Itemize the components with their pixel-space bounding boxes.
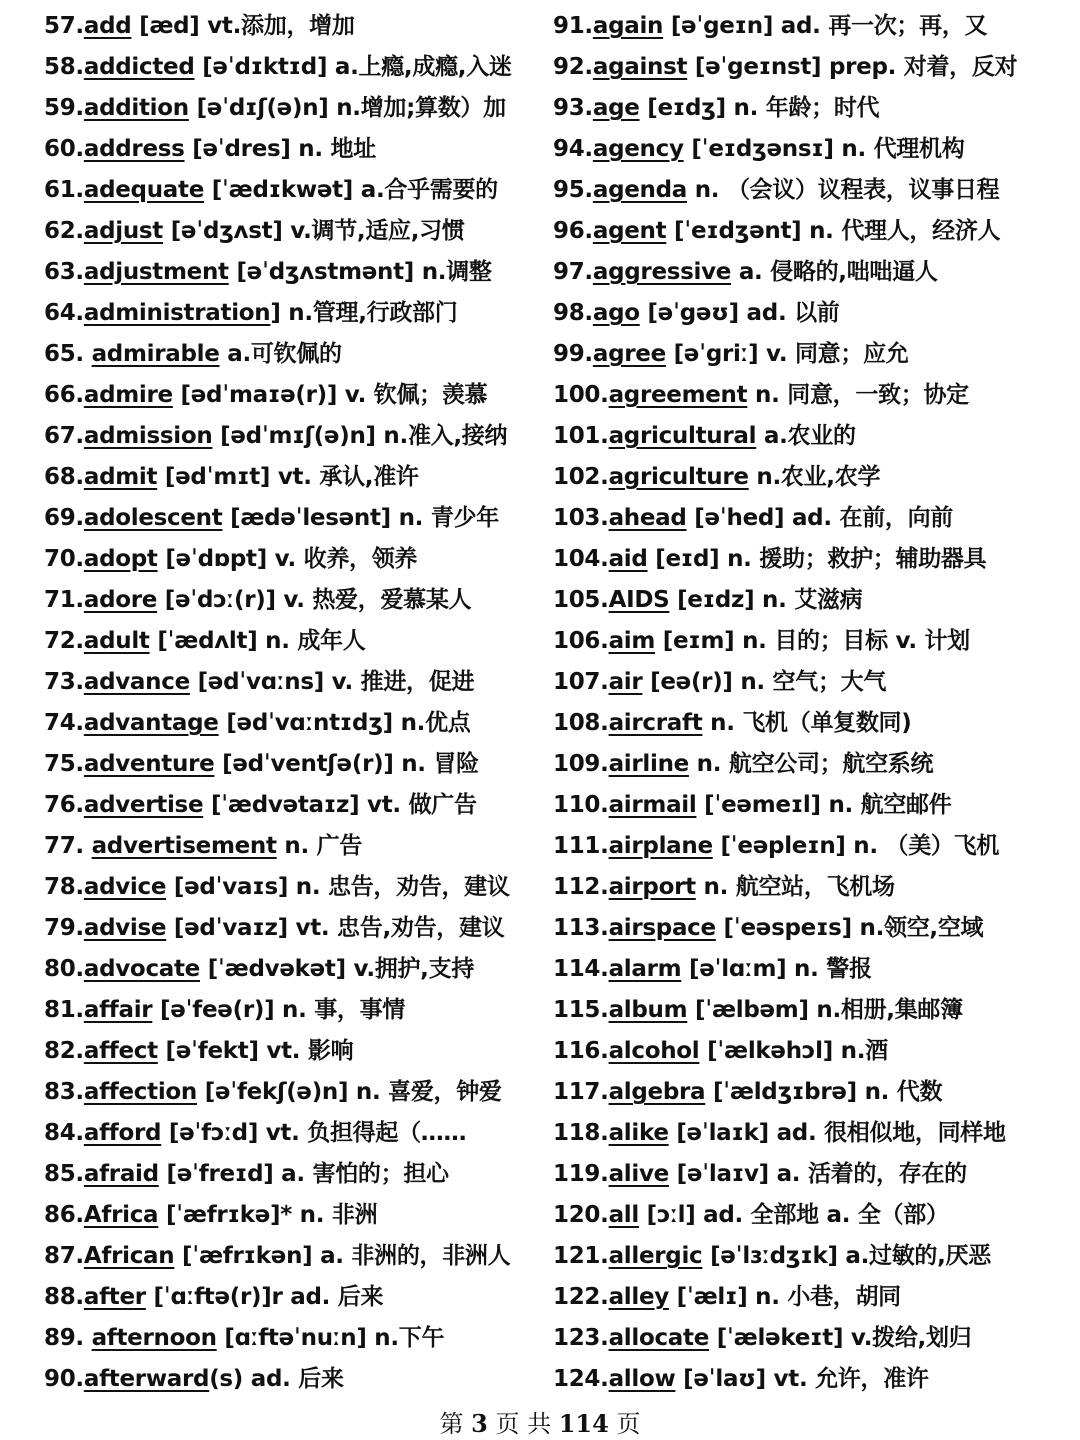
entry-number: 100. (553, 382, 609, 408)
vocab-entry (44, 908, 554, 949)
vocab-entry (553, 1072, 1068, 1113)
entry-definition: [əˈdɪktɪd] a.上瘾,成瘾,入迷 (194, 54, 512, 80)
entry-number: 112. (553, 874, 609, 900)
entry-word: admire (83, 382, 173, 408)
entry-number: 86. (44, 1202, 84, 1228)
entry-word: AIDS (608, 587, 670, 613)
entry-definition: n.农业,农学 (748, 464, 881, 490)
entry-word: admission (83, 423, 213, 449)
page-footer (0, 1404, 1080, 1439)
entry-number: 114. (553, 956, 609, 982)
vocab-entry (44, 1195, 554, 1236)
entry-number: 124. (553, 1366, 609, 1392)
entry-definition: n. （会议）议程表，议事日程 (687, 177, 1000, 203)
entry-word: agriculture (608, 464, 749, 490)
vocab-entry (553, 580, 1068, 621)
vocab-entry (44, 498, 554, 539)
entry-number: 109. (553, 751, 609, 777)
vocab-entry (553, 1236, 1068, 1277)
entry-definition: [ədˈvɑːns] v. 推进，促进 (189, 669, 475, 695)
entry-number: 95. (553, 177, 593, 203)
entry-number: 88. (44, 1284, 84, 1310)
entry-number: 90. (44, 1366, 84, 1392)
vocab-entry (44, 252, 554, 293)
entry-number: 115. (553, 997, 609, 1023)
entry-word: afterward (83, 1366, 210, 1392)
vocab-entry (44, 1359, 554, 1400)
entry-word: agree (592, 341, 666, 367)
entry-number: 119. (553, 1161, 609, 1187)
entry-word: addicted (83, 54, 195, 80)
entry-definition: [ˈælkəhɔl] n.酒 (699, 1038, 888, 1064)
entry-word: afford (83, 1120, 162, 1146)
entry-definition: n. 广告 (276, 833, 363, 859)
entry-word: allow (608, 1366, 676, 1392)
vocab-entry (553, 1195, 1068, 1236)
vocab-entry (44, 703, 554, 744)
vocab-entry (553, 703, 1068, 744)
entry-number: 123. (553, 1325, 609, 1351)
entry-definition: [əˈlɜːdʒɪk] a.过敏的,厌恶 (702, 1243, 991, 1269)
entry-number: 89. (44, 1325, 92, 1351)
entry-word: allergic (608, 1243, 703, 1269)
vocab-entry (553, 498, 1068, 539)
entry-definition: [ˈæləkeɪt] v.拨给,划归 (709, 1325, 972, 1351)
entry-number: 73. (44, 669, 84, 695)
entry-word: administration (83, 300, 271, 326)
entry-word: alcohol (608, 1038, 700, 1064)
vocab-entry (44, 334, 554, 375)
vocab-entry (44, 293, 554, 334)
entry-definition: [ˈæfrɪkə]* n. 非洲 (158, 1202, 378, 1228)
entry-word: airport (608, 874, 696, 900)
vocab-entry (44, 6, 554, 47)
entry-number: 63. (44, 259, 84, 285)
entry-definition: [ˈældʒɪbrə] n. 代数 (705, 1079, 943, 1105)
entry-word: advance (83, 669, 190, 695)
vocab-entry (553, 334, 1068, 375)
entry-number: 105. (553, 587, 609, 613)
entry-number: 58. (44, 54, 84, 80)
entry-word: alarm (608, 956, 682, 982)
entry-definition: [ədˈmɪʃ(ə)n] n.准入,接纳 (212, 423, 508, 449)
entry-number: 98. (553, 300, 593, 326)
entry-definition: [əˈlaʊ] vt. 允许，准许 (675, 1366, 929, 1392)
entry-definition: [əˈlɑːm] n. 警报 (681, 956, 872, 982)
vocab-entry (553, 1359, 1068, 1400)
entry-word: adequate (83, 177, 204, 203)
entry-word: adopt (83, 546, 158, 572)
vocab-entry (553, 867, 1068, 908)
entry-number: 81. (44, 997, 84, 1023)
entry-number: 110. (553, 792, 609, 818)
vocab-entry (44, 457, 554, 498)
entry-word: adventure (83, 751, 215, 777)
entry-word: adult (83, 628, 150, 654)
entry-number: 72. (44, 628, 84, 654)
vocab-entry (553, 662, 1068, 703)
entry-number: 82. (44, 1038, 84, 1064)
vocab-entry (44, 1154, 554, 1195)
vocab-entry (44, 744, 554, 785)
entry-number: 64. (44, 300, 84, 326)
vocab-entry (553, 6, 1068, 47)
vocab-entry (44, 1236, 554, 1277)
entry-definition: [ədˈmaɪə(r)] v. 钦佩；羡慕 (172, 382, 488, 408)
entry-definition: [eə(r)] n. 空气；大气 (642, 669, 887, 695)
entry-word: age (592, 95, 640, 121)
entry-number: 87. (44, 1243, 84, 1269)
entry-number: 117. (553, 1079, 609, 1105)
entry-word: again (592, 13, 664, 39)
entry-word: against (592, 54, 688, 80)
entry-word: Africa (83, 1202, 159, 1228)
entry-definition: [əˈhed] ad. 在前，向前 (686, 505, 953, 531)
entry-word: agricultural (608, 423, 757, 449)
vocab-entry (553, 539, 1068, 580)
entry-definition: [ædəˈlesənt] n. 青少年 (222, 505, 499, 531)
entry-number: 70. (44, 546, 84, 572)
entry-definition: [ɑːftəˈnuːn] n.下午 (216, 1325, 445, 1351)
entry-number: 60. (44, 136, 84, 162)
footer-total-pages: 114 (558, 1409, 609, 1438)
entry-word: advice (83, 874, 167, 900)
entry-definition: [ˈædɪkwət] a.合乎需要的 (204, 177, 498, 203)
entry-number: 101. (553, 423, 609, 449)
entry-word: affect (83, 1038, 158, 1064)
entry-word: allocate (608, 1325, 709, 1351)
vocab-entry (44, 621, 554, 662)
entry-definition: a. 侵略的,咄咄逼人 (731, 259, 938, 285)
vocab-entry (553, 457, 1068, 498)
entry-word: algebra (608, 1079, 706, 1105)
vocab-entry (553, 826, 1068, 867)
vocab-entry (553, 375, 1068, 416)
entry-word: afternoon (91, 1325, 217, 1351)
entry-definition: n. 航空公司；航空系统 (688, 751, 934, 777)
entry-number: 77. (44, 833, 92, 859)
entry-word: addition (83, 95, 189, 121)
entry-number: 116. (553, 1038, 609, 1064)
entry-word: advertise (83, 792, 204, 818)
left-column (44, 6, 554, 1400)
vocab-entry (553, 252, 1068, 293)
entry-definition: [eɪdʒ] n. 年龄；时代 (639, 95, 880, 121)
entry-definition: [əˈdɔː(r)] v. 热爱，爱慕某人 (157, 587, 472, 613)
entry-definition: a.可钦佩的 (219, 341, 342, 367)
entry-word: aircraft (608, 710, 703, 736)
vocab-entry (44, 539, 554, 580)
entry-number: 75. (44, 751, 84, 777)
footer-middle: 页 共 (487, 1410, 559, 1438)
entry-word: airline (608, 751, 689, 777)
vocab-entry (44, 949, 554, 990)
vocab-entry (44, 211, 554, 252)
vocab-entry (44, 662, 554, 703)
entry-definition: [ˈeɪdʒənsɪ] n. 代理机构 (683, 136, 965, 162)
entry-number: 76. (44, 792, 84, 818)
entry-number: 120. (553, 1202, 609, 1228)
entry-number: 85. (44, 1161, 84, 1187)
vocab-entry (44, 1072, 554, 1113)
entry-word: advertisement (91, 833, 277, 859)
entry-word: aggressive (592, 259, 732, 285)
entry-definition: [æd] vt.添加，增加 (131, 13, 355, 39)
entry-number: 121. (553, 1243, 609, 1269)
entry-word: air (608, 669, 643, 695)
entry-definition: [əˈdʒʌstmənt] n.调整 (228, 259, 492, 285)
entry-definition: [ˈeɪdʒənt] n. 代理人，经济人 (666, 218, 1001, 244)
vocab-entry (553, 170, 1068, 211)
entry-word: alike (608, 1120, 669, 1146)
entry-definition: a.农业的 (756, 423, 856, 449)
entry-definition: [əˈdɒpt] v. 收养，领养 (157, 546, 418, 572)
entry-number: 71. (44, 587, 84, 613)
entry-number: 59. (44, 95, 84, 121)
entry-word: advise (83, 915, 167, 941)
entry-number: 65. (44, 341, 92, 367)
entry-word: adjust (83, 218, 163, 244)
entry-word: agreement (608, 382, 748, 408)
entry-number: 111. (553, 833, 609, 859)
entry-word: aid (608, 546, 648, 572)
entry-definition: [ˈeəspeɪs] n.领空,空域 (715, 915, 984, 941)
entry-definition: [əˈgeɪnst] prep. 对着，反对 (687, 54, 1018, 80)
entry-number: 78. (44, 874, 84, 900)
entry-definition: [eɪdz] n. 艾滋病 (669, 587, 863, 613)
vocab-entry (553, 1318, 1068, 1359)
vocab-entry (44, 1277, 554, 1318)
entry-number: 83. (44, 1079, 84, 1105)
entry-word: adjustment (83, 259, 229, 285)
entry-definition: [əˈfeə(r)] n. 事，事情 (152, 997, 406, 1023)
vocab-entry (44, 580, 554, 621)
entry-definition: n. 飞机（单复数同) (702, 710, 912, 736)
vocab-entry (553, 1154, 1068, 1195)
entry-definition: [ˈædvəkət] v.拥护,支持 (200, 956, 475, 982)
entry-word: add (83, 13, 132, 39)
footer-prefix: 第 (439, 1410, 472, 1438)
entry-definition: [əˈdɪʃ(ə)n] n.增加;算数）加 (188, 95, 506, 121)
entry-definition: [ˈɑːftə(r)]r ad. 后来 (145, 1284, 384, 1310)
vocab-entry (553, 908, 1068, 949)
entry-number: 66. (44, 382, 84, 408)
entry-definition: [ˈeəpleɪn] n. （美）飞机 (712, 833, 1000, 859)
vocab-entry (44, 375, 554, 416)
entry-word: afraid (83, 1161, 159, 1187)
vocab-entry (44, 88, 554, 129)
entry-word: admit (83, 464, 158, 490)
entry-word: ago (592, 300, 640, 326)
entry-definition: [ədˈmɪt] vt. 承认,准许 (157, 464, 419, 490)
vocab-entry (44, 990, 554, 1031)
vocab-entry (553, 47, 1068, 88)
right-column (553, 6, 1068, 1400)
entry-definition: [ədˈventʃə(r)] n. 冒险 (214, 751, 479, 777)
entry-word: adore (83, 587, 158, 613)
vocab-entry (44, 1113, 554, 1154)
vocab-entry (553, 621, 1068, 662)
entry-definition: [eɪm] n. 目的；目标 v. 计划 (655, 628, 970, 654)
entry-number: 68. (44, 464, 84, 490)
entry-number: 69. (44, 505, 84, 531)
entry-number: 61. (44, 177, 84, 203)
entry-number: 106. (553, 628, 609, 654)
entry-definition: (s) ad. 后来 (209, 1366, 344, 1392)
entry-definition: [ɔːl] ad. 全部地 a. 全（部） (638, 1202, 949, 1228)
entry-word: after (83, 1284, 146, 1310)
entry-definition: [əˈgəʊ] ad. 以前 (639, 300, 840, 326)
entry-definition: [ˈædʌlt] n. 成年人 (149, 628, 366, 654)
entry-word: alley (608, 1284, 669, 1310)
entry-number: 74. (44, 710, 84, 736)
entry-word: advocate (83, 956, 200, 982)
entry-word: airspace (608, 915, 716, 941)
entry-word: all (608, 1202, 639, 1228)
entry-number: 84. (44, 1120, 84, 1146)
entry-number: 91. (553, 13, 593, 39)
entry-number: 122. (553, 1284, 609, 1310)
entry-word: affair (83, 997, 153, 1023)
entry-word: airplane (608, 833, 713, 859)
entry-definition: [ˈælbəm] n.相册,集邮簿 (687, 997, 963, 1023)
entry-definition: [ədˈvaɪs] n. 忠告，劝告，建议 (166, 874, 510, 900)
entry-number: 96. (553, 218, 593, 244)
entry-number: 80. (44, 956, 84, 982)
vocab-entry (553, 129, 1068, 170)
entry-word: album (608, 997, 688, 1023)
entry-number: 99. (553, 341, 593, 367)
entry-number: 97. (553, 259, 593, 285)
vocab-entry (44, 1031, 554, 1072)
vocab-entry (553, 990, 1068, 1031)
entry-definition: [əˈgeɪn] ad. 再一次；再，又 (663, 13, 988, 39)
entry-word: advantage (83, 710, 219, 736)
vocab-entry (553, 1277, 1068, 1318)
entry-definition: [əˈfreɪd] a. 害怕的；担心 (158, 1161, 449, 1187)
entry-definition: ] n.管理,行政部门 (270, 300, 458, 326)
vocab-entry (553, 88, 1068, 129)
entry-word: agent (592, 218, 667, 244)
entry-definition: [ˈæfrɪkən] a. 非洲的，非洲人 (174, 1243, 511, 1269)
entry-definition: [ədˈvɑːntɪdʒ] n.优点 (218, 710, 471, 736)
vocab-entry (44, 416, 554, 457)
vocab-entry (553, 1113, 1068, 1154)
entry-definition: [əˈlaɪv] a. 活着的，存在的 (668, 1161, 967, 1187)
entry-number: 113. (553, 915, 609, 941)
vocab-entry (553, 744, 1068, 785)
vocab-entry (44, 129, 554, 170)
entry-definition: [əˈfekt] vt. 影响 (157, 1038, 354, 1064)
entry-definition: [əˈgriː] v. 同意；应允 (665, 341, 909, 367)
vocab-entry (553, 1031, 1068, 1072)
entry-definition: [ədˈvaɪz] vt. 忠告,劝告，建议 (166, 915, 505, 941)
entry-number: 104. (553, 546, 609, 572)
entry-number: 94. (553, 136, 593, 162)
entry-number: 103. (553, 505, 609, 531)
vocab-entry (44, 785, 554, 826)
entry-word: ahead (608, 505, 687, 531)
entry-number: 79. (44, 915, 84, 941)
entry-word: adolescent (83, 505, 223, 531)
entry-definition: [əˈfɔːd] vt. 负担得起（…… (161, 1120, 467, 1146)
entry-number: 67. (44, 423, 84, 449)
entry-definition: [əˈfekʃ(ə)n] n. 喜爱，钟爱 (196, 1079, 502, 1105)
vocab-entry (44, 867, 554, 908)
vocab-entry (44, 1318, 554, 1359)
vocab-entry (44, 170, 554, 211)
footer-page-number: 3 (471, 1409, 488, 1438)
vocab-entry (553, 293, 1068, 334)
entry-word: agency (592, 136, 684, 162)
entry-word: African (83, 1243, 175, 1269)
entry-word: alive (608, 1161, 669, 1187)
vocab-entry (44, 826, 554, 867)
entry-definition: n. 同意，一致；协定 (747, 382, 969, 408)
entry-number: 92. (553, 54, 593, 80)
footer-suffix: 页 (608, 1410, 641, 1438)
entry-word: airmail (608, 792, 697, 818)
vocab-entry (44, 47, 554, 88)
entry-number: 107. (553, 669, 609, 695)
vocab-entry (553, 785, 1068, 826)
vocab-entry (553, 211, 1068, 252)
entry-number: 108. (553, 710, 609, 736)
entry-number: 118. (553, 1120, 609, 1146)
entry-definition: [ˈælɪ] n. 小巷，胡同 (668, 1284, 901, 1310)
vocab-entry (553, 416, 1068, 457)
entry-definition: [əˈdʒʌst] v.调节,适应,习惯 (163, 218, 465, 244)
entry-word: agenda (592, 177, 688, 203)
entry-definition: [əˈlaɪk] ad. 很相似地，同样地 (668, 1120, 1006, 1146)
entry-number: 93. (553, 95, 593, 121)
entry-definition: [əˈdres] n. 地址 (184, 136, 376, 162)
vocab-entry (553, 949, 1068, 990)
entry-definition: [ˈeəmeɪl] n. 航空邮件 (696, 792, 952, 818)
entry-definition: [ˈædvətaɪz] vt. 做广告 (203, 792, 477, 818)
entry-number: 62. (44, 218, 84, 244)
entry-definition: [eɪd] n. 援助；救护；辅助器具 (647, 546, 987, 572)
entry-number: 57. (44, 13, 84, 39)
entry-word: aim (608, 628, 656, 654)
entry-word: admirable (91, 341, 220, 367)
entry-word: address (83, 136, 185, 162)
entry-number: 102. (553, 464, 609, 490)
entry-definition: n. 航空站，飞机场 (695, 874, 895, 900)
entry-word: affection (83, 1079, 197, 1105)
